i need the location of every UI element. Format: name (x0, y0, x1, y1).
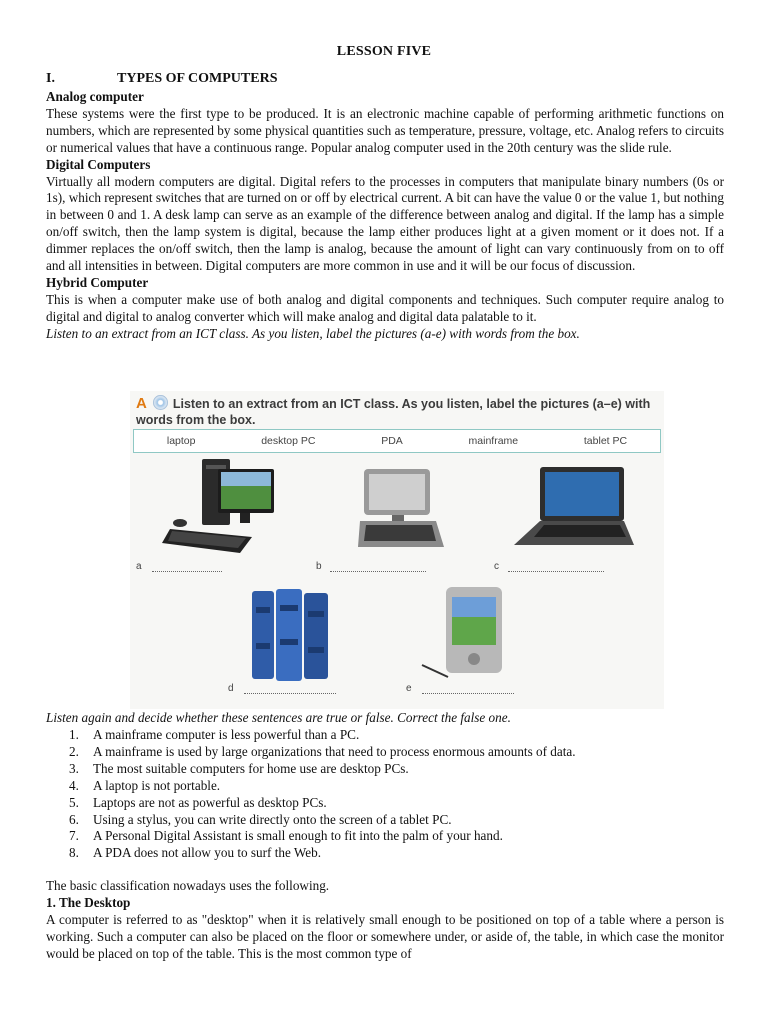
listening-instruction-2: Listen again and decide whether these sentences are true or false. Correct the false one. (46, 710, 511, 725)
list-item: 3. The most suitable computers for home use are desktop PCs. (69, 760, 409, 776)
digital-paragraph: Virtually all modern computers are digital. Digital refers to the processes in computers that manipulate binary numbers (0s or 1s), which represent switches that are turned on or off by electrical current. A bit can have the value 0 or the value 1, but nothing in between 0 and 1. A desk lamp can serve as an example of the difference between analog and digital. If the lamp has a simple on/off switch, then the lamp system is digital, because the lamp either produces light at a given moment or it does not. If a dimmer replaces the on/off switch, then the lamp is analog, because the amount of light can vary continuously from on to off and all intensities in between. Digital computers are more common in use and it will be our focus of discussion. (46, 173, 724, 274)
section-heading (46, 71, 724, 88)
list-item: 1. A mainframe computer is less powerful than a PC. (69, 727, 360, 742)
laptop-picture (510, 465, 636, 551)
list-item: 6. Using a stylus, you can write directly onto the screen of a tablet PC. (69, 811, 452, 827)
answer-line-b (330, 571, 426, 572)
answer-line-a (152, 571, 222, 572)
desktop-paragraph: A computer is referred to as "desktop" when it is relatively small enough to be positioned on top of a table where a person is working. Such a computer can also be placed on the floor or somewhere under, or aside of, the table, in which case the monitor would be placed on top of the table. This is the most common type of (46, 911, 724, 961)
hybrid-heading: Hybrid Computer (46, 274, 149, 290)
word-desktop-pc: desktop PC (261, 435, 316, 447)
list-item: 8. A PDA does not allow you to surf the Web. (69, 845, 321, 861)
answer-line-d (244, 693, 336, 694)
list-item: 2. A mainframe is used by large organizations that need to process enormous amounts of data. (69, 743, 576, 759)
figure-title (136, 395, 656, 428)
word-mainframe: mainframe (468, 435, 519, 447)
classification-intro: The basic classification nowadays uses the following. (46, 878, 330, 893)
answer-line-e (422, 693, 514, 694)
mainframe-picture (246, 587, 336, 683)
desktop-heading: 1. The Desktop (46, 894, 131, 910)
section-number: I. (46, 71, 55, 86)
word-box (133, 429, 661, 453)
analog-paragraph: These systems were the first type to be produced. It is an electronic machine capable of performing arithmetic functions on numbers, which are represented by some physical quantities such as temperature, pressure, voltage, etc. Analog refers to circuits or numerical values that have a continuous range. Popular analog computer used in the 20th century was the slide rule. (46, 105, 724, 155)
body-block-2 (46, 710, 724, 727)
exercise-figure (130, 391, 664, 709)
label-c: c (494, 561, 499, 572)
list-item: 4. A laptop is not portable. (69, 777, 221, 793)
label-d: d (228, 683, 234, 694)
word-laptop: laptop (166, 435, 196, 447)
word-tablet-pc: tablet PC (583, 435, 628, 447)
lesson-title: LESSON FIVE (336, 44, 432, 59)
label-b: b (316, 561, 322, 572)
listening-instruction-1: Listen to an extract from an ICT class. As you listen, label the pictures (a-e) with words from the box. (46, 325, 580, 341)
desktop-pc-picture (160, 457, 280, 555)
analog-heading: Analog computer (46, 89, 144, 104)
audio-cd-icon (153, 395, 168, 410)
section-title: TYPES OF COMPUTERS (117, 71, 278, 86)
pda-picture (420, 585, 516, 681)
label-a: a (136, 561, 142, 572)
digital-heading: Digital Computers (46, 156, 151, 172)
word-pda: PDA (381, 435, 403, 447)
body-block-1 (46, 89, 724, 343)
tablet-pc-picture (356, 465, 446, 555)
list-item: 7. A Personal Digital Assistant is small enough to fit into the palm of your hand. (69, 828, 503, 844)
answer-line-c (508, 571, 604, 572)
true-false-list (46, 727, 726, 862)
figure-instruction: Listen to an extract from an ICT class. As you listen, label the pictures (a–e) with words from the box. (136, 397, 651, 427)
body-block-3 (46, 878, 724, 963)
label-e: e (406, 683, 412, 694)
hybrid-paragraph: This is when a computer make use of both analog and digital components and techniques. Such computer require analog to digital and digital to analog converter which will make analog and digital data palatable to it. (46, 291, 724, 324)
list-item: 5. Laptops are not as powerful as desktop PCs. (69, 794, 327, 810)
exercise-letter: A (136, 395, 147, 412)
